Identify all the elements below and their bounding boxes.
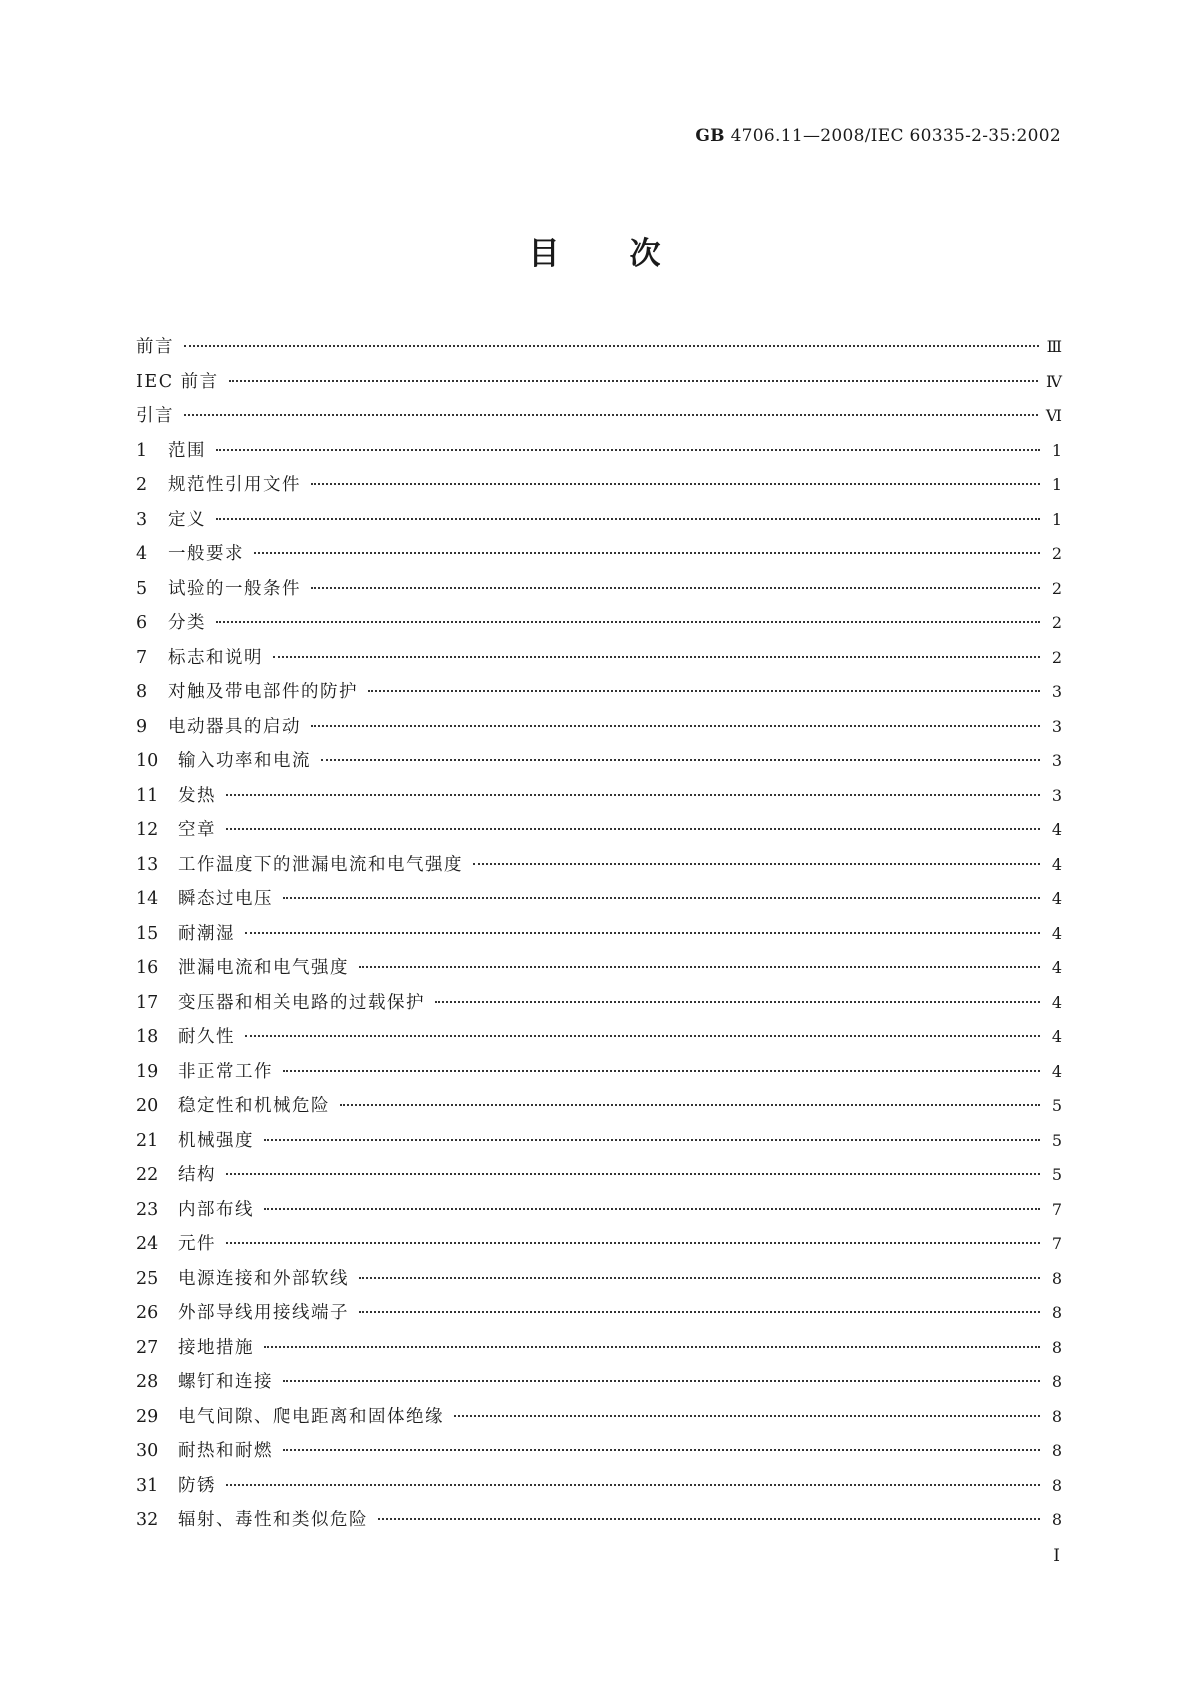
toc-entry-page: 2 (1051, 647, 1062, 667)
dot-leader (378, 1518, 1040, 1520)
toc-entry-number: 28 (136, 1372, 159, 1392)
toc-entry-label: 规范性引用文件 (168, 475, 301, 495)
toc-entry-number: 13 (136, 854, 159, 875)
toc-entry-page: 4 (1051, 923, 1062, 943)
toc-entry-page: 8 (1051, 1372, 1062, 1391)
toc-entry[interactable] (136, 609, 1062, 644)
toc-entry-label: 范围 (168, 440, 206, 461)
toc-entry[interactable] (136, 1058, 1062, 1093)
dot-leader (311, 483, 1040, 485)
toc-entry-page: 5 (1051, 1130, 1062, 1150)
toc-entry-number: 20 (136, 1096, 159, 1116)
toc-entry-number: 26 (136, 1303, 159, 1323)
toc-entry-number: 27 (136, 1337, 159, 1358)
toc-entry[interactable] (136, 1127, 1062, 1162)
toc-entry-page: 7 (1051, 1234, 1062, 1253)
toc-entry[interactable] (136, 540, 1062, 575)
toc-entry[interactable] (136, 816, 1062, 851)
toc-entry-number: 5 (136, 578, 148, 599)
toc-entry-label: 电气间隙、爬电距离和固体绝缘 (178, 1406, 444, 1427)
toc-entry[interactable] (136, 1092, 1062, 1127)
toc-entry[interactable] (136, 471, 1062, 506)
toc-entry[interactable] (136, 1196, 1062, 1231)
toc-entry[interactable] (136, 1506, 1062, 1541)
dot-leader (216, 621, 1040, 623)
toc-entry-page: 8 (1051, 1406, 1062, 1426)
toc-entry-number: 25 (136, 1268, 159, 1289)
toc-entry[interactable] (136, 678, 1062, 713)
toc-entry-label: 元件 (178, 1234, 216, 1254)
toc-entry-number: 12 (136, 820, 159, 840)
toc-entry-page: Ⅲ (1046, 337, 1062, 356)
toc-entry-number: 32 (136, 1510, 159, 1530)
toc-entry-page: 4 (1051, 992, 1062, 1012)
toc-entry-page: 4 (1051, 854, 1062, 874)
dot-leader (311, 587, 1040, 589)
dot-leader (283, 897, 1040, 899)
toc-entry-label: 辐射、毒性和类似危险 (178, 1510, 368, 1530)
toc-entry-page: 2 (1051, 613, 1062, 632)
toc-entry-label: 电源连接和外部软线 (178, 1268, 349, 1289)
dot-leader (311, 725, 1040, 727)
toc-entry-number: 16 (136, 958, 159, 978)
toc-entry-label: 试验的一般条件 (168, 578, 301, 599)
dot-leader (226, 1173, 1040, 1175)
toc-entry-label: IEC 前言 (136, 371, 219, 392)
toc-entry-label: 稳定性和机械危险 (178, 1096, 330, 1116)
toc-entry[interactable] (136, 402, 1062, 437)
toc-entry-page: 5 (1051, 1096, 1062, 1115)
toc-entry-number: 14 (136, 889, 159, 909)
toc-entry[interactable] (136, 1472, 1062, 1507)
toc-title-char-2: 次 (629, 236, 663, 272)
dot-leader (229, 380, 1038, 382)
toc-entry-number: 22 (136, 1165, 159, 1185)
toc-entry[interactable] (136, 851, 1062, 886)
toc-entry-label: 变压器和相关电路的过载保护 (178, 992, 425, 1013)
dot-leader (226, 828, 1040, 830)
toc-entry-page: 4 (1051, 1027, 1062, 1046)
dot-leader (184, 414, 1038, 416)
toc-entry-number: 6 (136, 613, 148, 633)
dot-leader (226, 794, 1040, 796)
toc-entry-page: 8 (1051, 1303, 1062, 1322)
toc-entry-label: 非正常工作 (178, 1061, 273, 1082)
dot-leader (184, 345, 1039, 347)
toc-entry-label: 机械强度 (178, 1130, 254, 1151)
dot-leader (283, 1380, 1040, 1382)
toc-entry-number: 24 (136, 1234, 159, 1254)
toc-entry-page: 8 (1051, 1268, 1062, 1288)
toc-entry-number: 3 (136, 509, 148, 530)
toc-entry-label: 空章 (178, 820, 216, 840)
toc-entry[interactable] (136, 1265, 1062, 1300)
toc-entry-label: 耐久性 (178, 1027, 235, 1047)
toc-entry[interactable] (136, 1368, 1062, 1403)
toc-entry-page: 4 (1051, 889, 1062, 908)
toc-entry-number: 30 (136, 1441, 159, 1461)
toc-entry-page: 1 (1051, 475, 1062, 494)
toc-entry-number: 8 (136, 682, 148, 702)
dot-leader (216, 449, 1040, 451)
toc-entry-label: 螺钉和连接 (178, 1372, 273, 1392)
toc-entry-label: 结构 (178, 1165, 216, 1185)
dot-leader (454, 1415, 1040, 1417)
toc-entry-label: 一般要求 (168, 544, 244, 564)
toc-entry-label: 对触及带电部件的防护 (168, 682, 358, 702)
toc-entry[interactable] (136, 989, 1062, 1024)
toc-entry-page: Ⅳ (1046, 371, 1062, 391)
toc-entry-number: 17 (136, 992, 159, 1013)
dot-leader (273, 656, 1040, 658)
toc-entry-label: 泄漏电流和电气强度 (178, 958, 349, 978)
toc-entry-page: 4 (1051, 1061, 1062, 1081)
standard-number (695, 126, 1061, 146)
toc-entry[interactable] (136, 885, 1062, 920)
toc-entry-page: 7 (1051, 1199, 1062, 1219)
toc-entry-number: 2 (136, 475, 148, 495)
toc-entry-page: 1 (1051, 440, 1062, 460)
toc-entry-label: 接地措施 (178, 1337, 254, 1358)
dot-leader (340, 1104, 1040, 1106)
toc-entry[interactable] (136, 1299, 1062, 1334)
toc-entry-label: 标志和说明 (168, 647, 263, 668)
toc-entry[interactable] (136, 747, 1062, 782)
toc-title-char-1: 目 (528, 236, 562, 272)
toc-entry[interactable] (136, 954, 1062, 989)
toc-entry-label: 耐热和耐燃 (178, 1441, 273, 1461)
toc-entry-label: 前言 (136, 337, 174, 357)
toc-entry-number: 23 (136, 1199, 159, 1220)
dot-leader (254, 552, 1040, 554)
toc-entry[interactable] (136, 437, 1062, 472)
toc-entry[interactable] (136, 644, 1062, 679)
dot-leader (283, 1070, 1040, 1072)
toc-entry-page: 8 (1051, 1510, 1062, 1529)
toc-entry-label: 分类 (168, 613, 206, 633)
toc-entry-label: 内部布线 (178, 1199, 254, 1220)
dot-leader (264, 1208, 1040, 1210)
toc-entry[interactable] (136, 782, 1062, 817)
toc-entry-label: 引言 (136, 406, 174, 426)
toc-entry-page: 2 (1051, 544, 1062, 563)
toc-entry-page: 5 (1051, 1165, 1062, 1184)
toc-entry-number: 29 (136, 1406, 159, 1427)
toc-entry-page: 3 (1051, 785, 1062, 805)
toc-entry-number: 10 (136, 751, 159, 771)
toc-entry-label: 输入功率和电流 (178, 751, 311, 771)
toc-entry[interactable] (136, 1437, 1062, 1472)
toc-entry-label: 工作温度下的泄漏电流和电气强度 (178, 854, 463, 875)
toc-entry-label: 防锈 (178, 1475, 216, 1496)
toc-entry[interactable] (136, 368, 1062, 403)
toc-entry-page: 8 (1051, 1441, 1062, 1460)
toc-entry[interactable] (136, 920, 1062, 955)
toc-entry[interactable] (136, 575, 1062, 610)
dot-leader (359, 966, 1040, 968)
page-number: Ⅰ (1053, 1546, 1060, 1566)
dot-leader (245, 932, 1040, 934)
toc-entry[interactable] (136, 1230, 1062, 1265)
toc-entry-number: 18 (136, 1027, 159, 1047)
dot-leader (435, 1001, 1040, 1003)
toc-entry[interactable] (136, 713, 1062, 748)
toc-entry-number: 19 (136, 1061, 159, 1082)
dot-leader (359, 1277, 1040, 1279)
toc-entry-number: 15 (136, 923, 159, 944)
dot-leader (264, 1139, 1040, 1141)
toc-entry-page: 8 (1051, 1337, 1062, 1357)
toc-entry[interactable] (136, 1161, 1062, 1196)
toc-entry[interactable] (136, 1403, 1062, 1438)
toc-entry[interactable] (136, 1023, 1062, 1058)
toc-entry-page: 3 (1051, 716, 1062, 736)
toc-entry-number: 1 (136, 440, 148, 461)
toc-entry-page: 4 (1051, 820, 1062, 839)
standard-prefix: GB (695, 126, 725, 146)
toc-entry-page: 4 (1051, 958, 1062, 977)
toc-entry-page: 3 (1051, 682, 1062, 701)
toc-entry-label: 耐潮湿 (178, 923, 235, 944)
dot-leader (368, 690, 1040, 692)
toc-entry-label: 瞬态过电压 (178, 889, 273, 909)
toc-entry-number: 4 (136, 544, 148, 564)
dot-leader (321, 759, 1040, 761)
toc-entry-label: 发热 (178, 785, 216, 806)
dot-leader (226, 1242, 1040, 1244)
dot-leader (264, 1346, 1040, 1348)
toc-entry-number: 11 (136, 785, 159, 806)
dot-leader (245, 1035, 1040, 1037)
toc-entry-page: 2 (1051, 578, 1062, 598)
toc-entry[interactable] (136, 506, 1062, 541)
toc-entry-number: 31 (136, 1475, 159, 1496)
toc-entry-page: Ⅵ (1045, 406, 1062, 425)
toc-entry[interactable] (136, 1334, 1062, 1369)
toc-entry-label: 外部导线用接线端子 (178, 1303, 349, 1323)
dot-leader (216, 518, 1040, 520)
toc-entry-label: 电动器具的启动 (168, 716, 301, 737)
dot-leader (473, 863, 1040, 865)
toc-entry-number: 9 (136, 716, 148, 737)
dot-leader (283, 1449, 1040, 1451)
standard-code: 4706.11—2008/IEC 60335-2-35:2002 (730, 126, 1061, 146)
toc-entry-page: 8 (1051, 1475, 1062, 1495)
toc-title (0, 228, 1191, 273)
toc-entry-page: 3 (1051, 751, 1062, 770)
toc-entry[interactable] (136, 333, 1062, 368)
toc-entry-label: 定义 (168, 509, 206, 530)
toc-entry-page: 1 (1051, 509, 1062, 529)
table-of-contents (136, 333, 1062, 1541)
toc-entry-number: 21 (136, 1130, 159, 1151)
dot-leader (359, 1311, 1040, 1313)
dot-leader (226, 1484, 1040, 1486)
toc-entry-number: 7 (136, 647, 148, 668)
